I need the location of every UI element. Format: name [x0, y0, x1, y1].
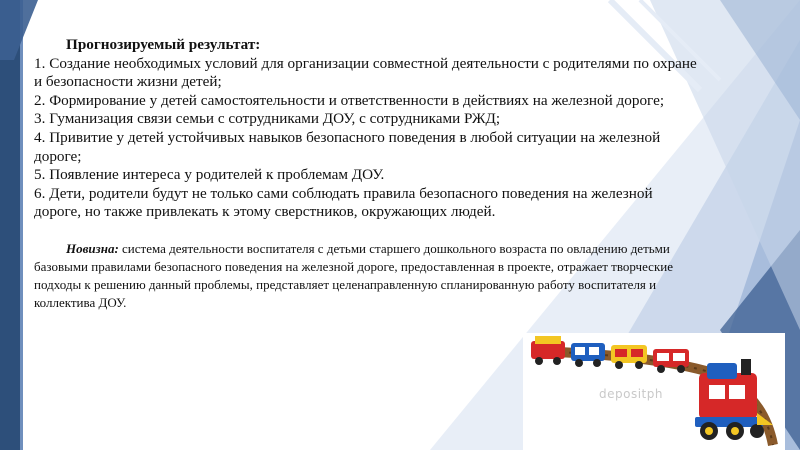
left-stripe-edge: [20, 0, 23, 450]
left-stripe: [0, 0, 20, 450]
result-item: 5. Появление интереса у родителей к проблемам ДОУ.: [34, 166, 385, 184]
page-title: Прогнозируемый результат:: [66, 36, 261, 53]
toy-train-image: [523, 333, 785, 450]
novelty-paragraph: [34, 240, 699, 312]
result-item: 4. Привитие у детей устойчивых навыков безопасного поведения в любой ситуации на железной дороге;: [34, 128, 661, 165]
result-item: 1. Создание необходимых условий для организации совместной деятельности с родителями по охране и безопасности жизни детей;: [34, 54, 697, 91]
content: [34, 36, 699, 312]
novelty-text: система деятельности воспитателя с детьми старшего дошкольного возраста по овладению детьми базовыми правилами безопасного поведения на железной дороге, предоставленная в проекте, отражает творческие подходы к решению данный проблемы, представляет целенаправленную спланированную работу воспитателя и коллектива ДОУ.: [34, 240, 673, 310]
novelty-label: Новизна:: [66, 240, 119, 256]
watermark: depositph: [599, 387, 663, 401]
result-item: 2. Формирование у детей самостоятельности и ответственности в действиях на железной дороге;: [34, 91, 665, 109]
result-item: 3. Гуманизация связи семьи с сотрудниками ДОУ, с сотрудниками РЖД;: [34, 110, 501, 128]
results-list: [34, 55, 699, 222]
result-item: 6. Дети, родители будут не только сами соблюдать правила безопасного поведения на железной дороге, но также привлекать к этому сверстников, окружающих людей.: [34, 184, 653, 221]
